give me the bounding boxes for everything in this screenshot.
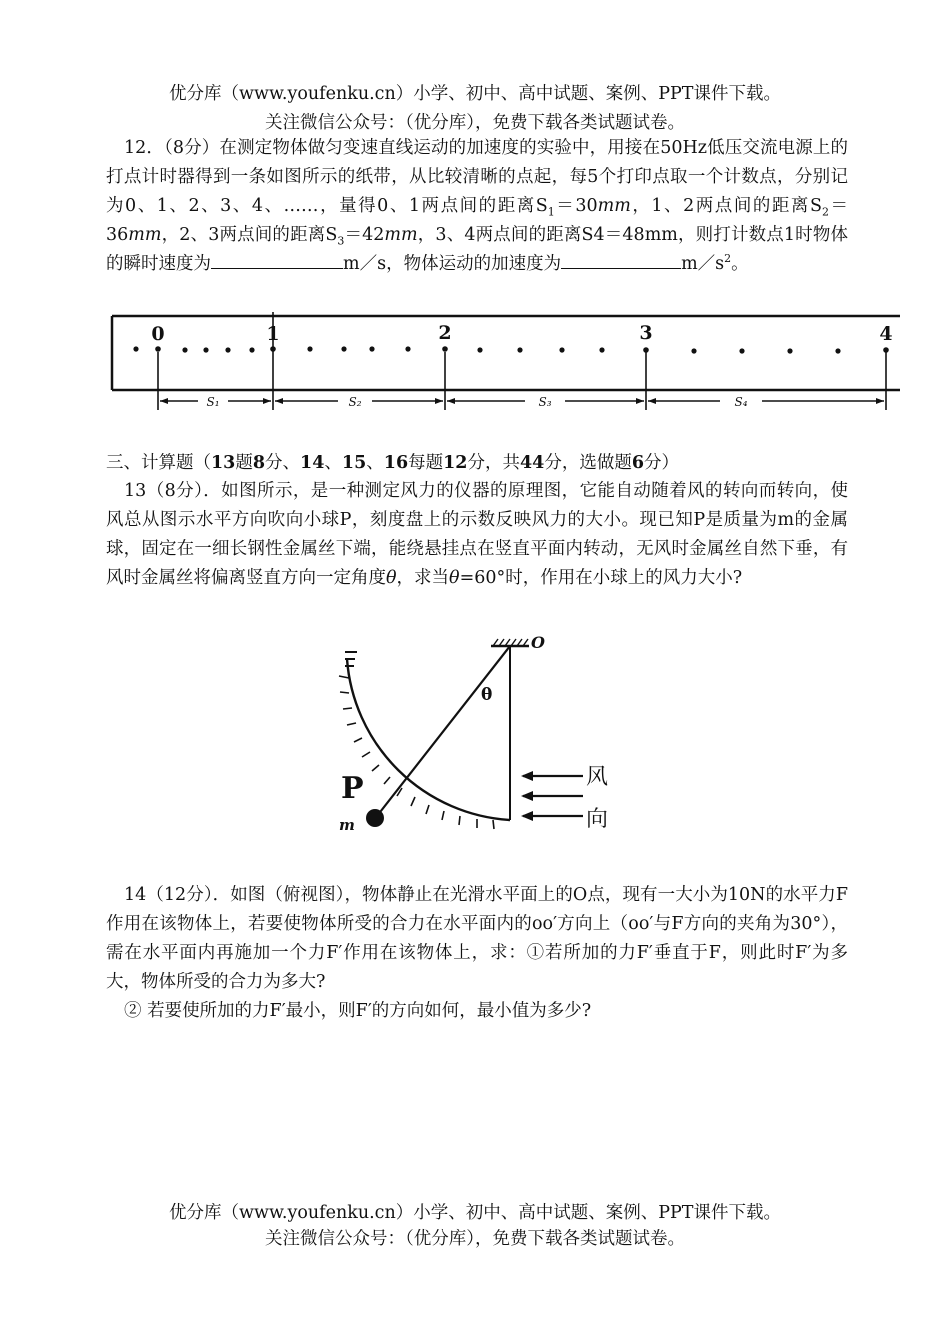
count-label-0: 0 xyxy=(151,323,165,345)
paper-tape-figure xyxy=(100,302,905,420)
count-label-4: 4 xyxy=(879,323,893,345)
header-line-2: 关注微信公众号：（优分库），免费下载各类试题试卷。 xyxy=(265,113,685,133)
wind-instrument-figure xyxy=(325,630,625,840)
segment-label-s3: S₃ xyxy=(538,395,552,409)
header-line-1: 优分库（www.youfenku.cn）小学、初中、高中试题、案例、PPT课件下载。 xyxy=(169,84,781,104)
count-label-3: 3 xyxy=(639,322,653,344)
answer-blank-acceleration[interactable] xyxy=(561,250,681,269)
count-label-1: 1 xyxy=(266,323,280,345)
segment-label-s1: S₁ xyxy=(206,395,220,409)
segment-label-s4: S₄ xyxy=(734,395,748,409)
tape-dots xyxy=(133,346,888,353)
pivot-label: O xyxy=(531,633,545,652)
question-12: 12．（8分）在测定物体做匀变速直线运动的加速度的实验中，用接在50Hz低压交流电源上的打点计时器得到一条如图所示的纸带，从比较清晰的点起，每5个打印点取一个计数点，分别记为0、1、2、3、4、……，量得0、1两点间的距离$S_1=30mm$，1、2两点间的距离$S_2=36mm$，2、3两点间的距离$S_3=42mm$，3、4两点间的距离S4＝48mm，则打计数点1时物体的瞬时速度为 m／s，物体运动的加速度为 $m/s^2$。 xyxy=(106,138,848,274)
segment-label-s2: S₂ xyxy=(348,395,362,409)
mass-label-m: m xyxy=(339,816,355,834)
answer-blank-velocity[interactable] xyxy=(211,250,343,269)
question-14-part-2: ② 若要使所加的力F′最小，则F′的方向如何，最小值为多少? xyxy=(124,1001,592,1021)
footer-line-2: 关注微信公众号：（优分库），免费下载各类试题试卷。 xyxy=(265,1229,685,1249)
section-3-heading: 三、计算题（13题8分、14、15、16每题12分，共44分，选做题6分） xyxy=(106,453,680,473)
wind-label-2: 向 xyxy=(586,807,609,832)
count-label-2: 2 xyxy=(438,322,452,344)
scale-ticks xyxy=(339,676,494,829)
angle-label: θ xyxy=(481,685,493,705)
question-14: 14（12分）．如图（俯视图），物体静止在光滑水平面上的O点，现有一大小为10N的水平力F作用在该物体上，若要使物体所受的合力在水平面内的oo′方向上（oo′与F方向的夹角为30°），需在水平面内再施加一个力F′作用在该物体上，求：①若所加的力F′垂直于F，则此时F′为多大，物体所受的合力为多大? xyxy=(106,885,848,992)
footer-line-1: 优分库（www.youfenku.cn）小学、初中、高中试题、案例、PPT课件下载。 xyxy=(169,1203,781,1223)
ball-label-p: P xyxy=(341,771,364,806)
question-13: 13（8分）．如图所示，是一种测定风力的仪器的原理图，它能自动随着风的转向而转向，使风总从图示水平方向吹向小球P，刻度盘上的示数反映风力的大小。现已知P是质量为m的金属球，固定在一细长钢性金属丝下端，能绕悬挂点在竖直平面内转动，无风时金属丝自然下垂，有风时金属丝将偏离竖直方向一定角度θ，求当θ=60°时，作用在小球上的风力大小? xyxy=(106,481,848,588)
wind-label-1: 风 xyxy=(586,765,609,790)
